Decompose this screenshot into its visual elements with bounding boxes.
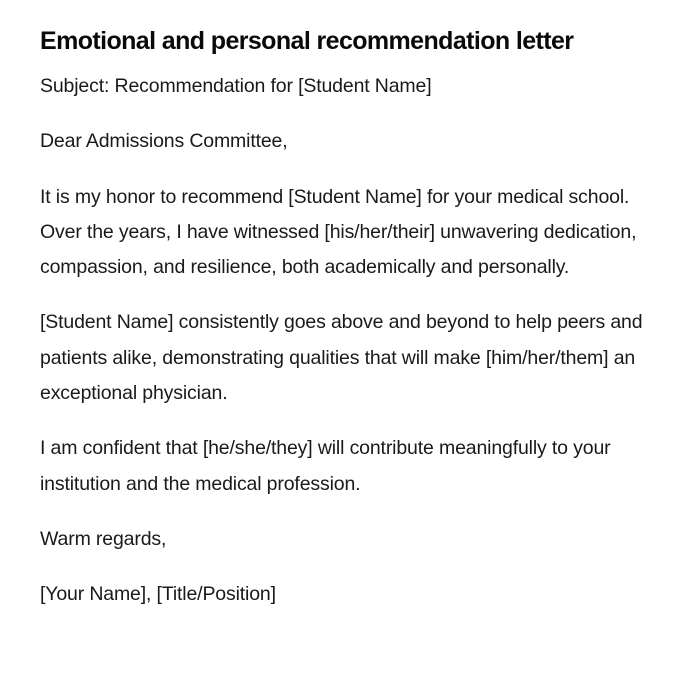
letter-paragraph-3: I am confident that [he/she/they] will contribute meaningfully to your institution and the medical profession. (40, 437, 611, 495)
letter-closing: Warm regards, (40, 527, 167, 550)
document-title: Emotional and personal recommendation letter (40, 27, 574, 55)
letter-subject: Subject: Recommendation for [Student Name] (40, 75, 432, 97)
letter-signature: [Your Name], [Title/Position] (40, 583, 276, 606)
letter-salutation: Dear Admissions Committee, (40, 130, 288, 153)
letter-paragraph-2: [Student Name] consistently goes above and beyond to help peers and patients alike, demonstrating qualities that will make [him/her/them] an exceptional physician. (40, 311, 643, 405)
letter-paragraph-1: It is my honor to recommend [Student Name] for your medical school. Over the years, I have witnessed [his/her/their] unwavering dedication, compassion, and resilience, both academically and personally. (40, 185, 637, 279)
